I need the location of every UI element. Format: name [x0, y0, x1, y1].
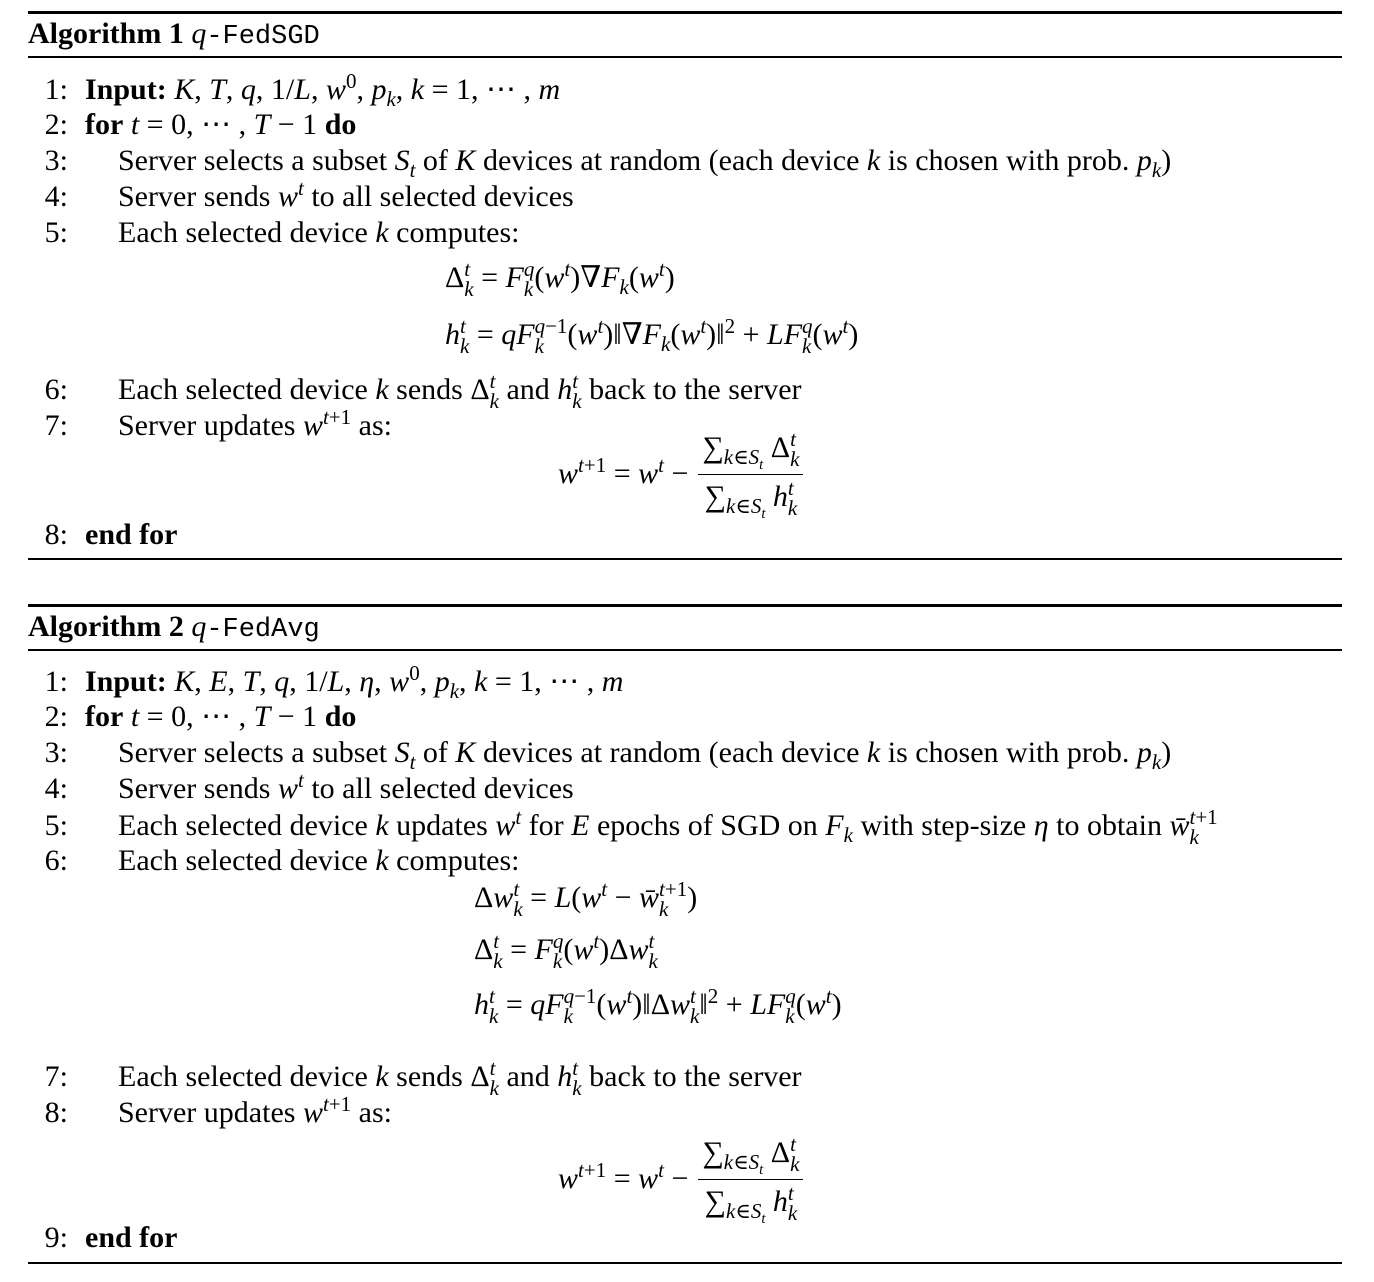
line-number: 7:	[44, 1060, 68, 1093]
line-number: 5:	[44, 809, 68, 842]
algo-line: Server updates $w^{t+1}$ as:	[118, 405, 392, 442]
algo-line: Server selects a subset $S_t$ of K devices at random (each device k is chosen with prob. $p_k$)	[118, 736, 1172, 774]
line-number: 8:	[44, 518, 68, 551]
algo-line: Server selects a subset $S_t$ of K devices at random (each device k is chosen with prob. $p_k$)	[118, 144, 1172, 182]
algo-line: for t = 0, ⋯ , T − 1 do	[85, 700, 357, 733]
line-number: 6:	[44, 844, 68, 877]
algo-line: end for	[85, 1221, 178, 1254]
line-number: 5:	[44, 216, 68, 249]
update-equation	[558, 1132, 803, 1228]
fraction-denominator: $\sum_{k\in S_t}$ h t k	[704, 1180, 798, 1228]
algorithm-name: -FedAvg	[206, 615, 320, 645]
line-number: 2:	[44, 700, 68, 733]
equation: h t k = qF q−1 k $(w^t)‖\Delta w$ t k ‖$^2$ + LF q k $(w^t)$	[474, 984, 842, 1028]
algo-line: Each selected device k computes:	[118, 216, 520, 249]
algorithm-2-title	[28, 609, 320, 645]
equation: Δ t k = F q k $(w^t)\nabla F_k(w^t)$	[445, 257, 675, 301]
line-number: 3:	[44, 736, 68, 769]
line-number: 6:	[44, 373, 68, 406]
algo-line: Each selected device k updates $w^t$ for E epochs of SGD on $F_k$ with step-size η to obtain w̄ t+1 k	[118, 805, 1218, 849]
line-number: 9:	[44, 1221, 68, 1254]
fraction-numerator: $\sum_{k\in S_t}$ Δ t k	[698, 430, 803, 475]
algorithm-var: q	[191, 17, 207, 50]
algo-line: Server sends $w^t$ to all selected devices	[118, 768, 574, 805]
update-equation	[558, 427, 803, 523]
line-number: 4:	[44, 772, 68, 805]
line-number: 3:	[44, 144, 68, 177]
algo-line: Each selected device k sends Δ t k and h t k back to the server	[118, 369, 802, 413]
equation: Δ t k = F q k $(w^t)\Delta w$ t k	[474, 929, 658, 973]
equation: h t k = qF q−1 k $(w^t)‖\nabla F_k(w^t)‖^2$ + LF q k $(w^t)$	[445, 314, 859, 358]
fraction-denominator: $\sum_{k\in S_t}$ h t k	[704, 475, 798, 523]
algorithm-name: -FedSGD	[206, 22, 320, 52]
bottom-rule	[28, 558, 1342, 560]
line-number: 7:	[44, 409, 68, 442]
fraction	[698, 427, 803, 523]
line-number: 4:	[44, 180, 68, 213]
fraction-numerator: $\sum_{k\in S_t}$ Δ t k	[698, 1135, 803, 1180]
algo-line: for t = 0, ⋯ , T − 1 do	[85, 108, 357, 141]
equation: Δw t k = $L(w^t$ − w̄ t+1 k )	[474, 877, 698, 921]
algorithm-1-title	[28, 16, 320, 52]
algo-line: Each selected device k computes:	[118, 844, 520, 877]
algorithm-label: Algorithm 2	[28, 610, 184, 643]
line-number: 2:	[44, 108, 68, 141]
algo-line: Input: K, T, q, 1/L, $w^0$, $p_k$, k = 1, ⋯ , m	[85, 69, 561, 111]
top-rule	[28, 11, 1342, 14]
algorithm-var: q	[191, 610, 207, 643]
top-rule	[28, 604, 1342, 607]
line-number: 1:	[44, 73, 68, 106]
bottom-rule	[28, 1262, 1342, 1264]
fraction	[698, 1132, 803, 1228]
update-lhs: $w^{t+1} = w^t$ −	[558, 1158, 689, 1196]
algo-line: Server updates $w^{t+1}$ as:	[118, 1092, 392, 1129]
algo-line: Each selected device k sends Δ t k and h t k back to the server	[118, 1056, 802, 1100]
line-number: 8:	[44, 1096, 68, 1129]
algo-line: Server sends $w^t$ to all selected devices	[118, 176, 574, 213]
title-rule	[28, 56, 1342, 58]
algo-line: end for	[85, 518, 178, 551]
update-lhs: $w^{t+1} = w^t$ −	[558, 453, 689, 491]
title-rule	[28, 649, 1342, 651]
line-number: 1:	[44, 665, 68, 698]
algo-line: Input: K, E, T, q, 1/L, η, $w^0$, $p_k$, k = 1, ⋯ , m	[85, 661, 624, 703]
algorithm-label: Algorithm 1	[28, 17, 184, 50]
